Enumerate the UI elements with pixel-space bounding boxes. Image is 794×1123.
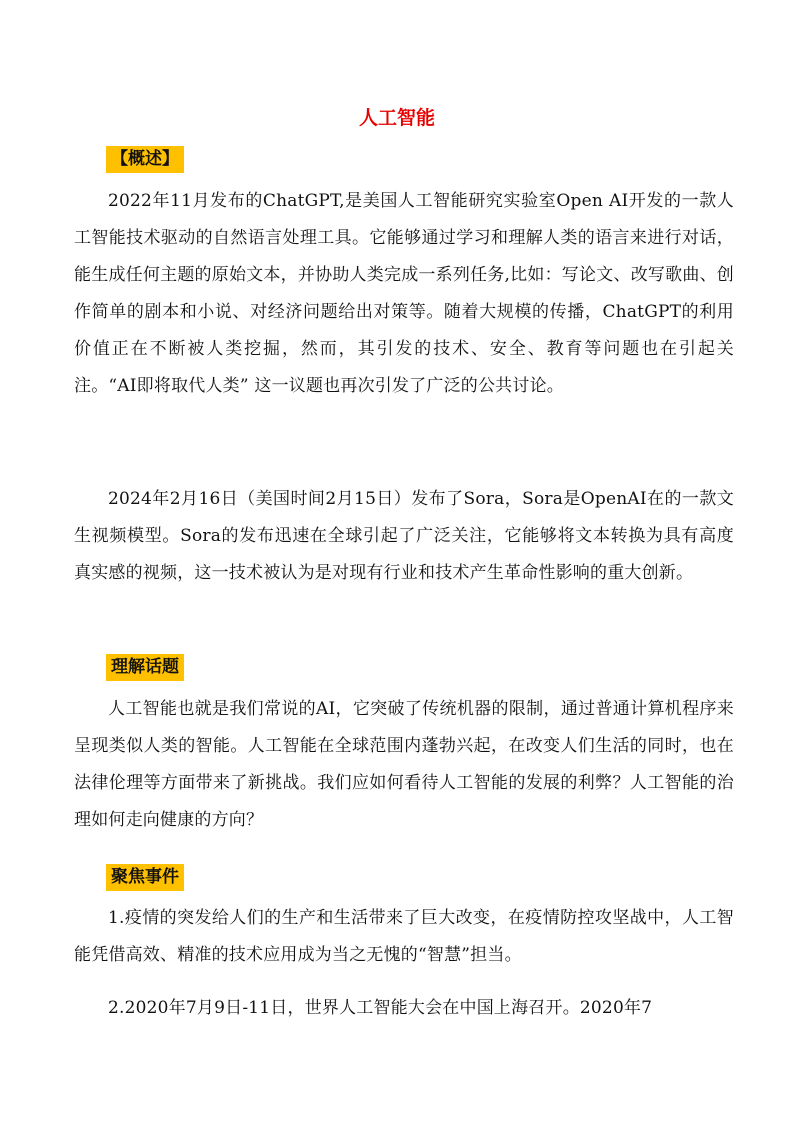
paragraph-event-2: 2.2020年7月9日-11日，世界人工智能大会在中国上海召开。2020年7 [108,998,653,1018]
paragraph-chatgpt: 2022年11月发布的ChatGPT,是美国人工智能研究实验室Open AI开发的一款人工智能技术驱动的自然语言处理工具。它能够通过学习和理解人类的语言来进行对话，能生成任何主题的原始文本，并协助人类完成一系列任务,比如：写论文、改写歌曲、创作简单的剧本和小说、对经济问题给出对策等。随着大规模的传播，ChatGPT的利用价值正在不断被人类挖掘，然而，其引发的技术、安全、教育等问题也在引起关注。“AI即将取代人类” 这一议题也再次引发了广泛的公共讨论。 [74,191,734,396]
page-title: 人工智能 [358,107,435,129]
section-heading-overview: 【概述】 [106,146,184,173]
paragraph-event-1: 1.疫情的突发给人们的生产和生活带来了巨大改变，在疫情防控攻坚战中，人工智能凭借高效、精准的技术应用成为当之无愧的“智慧”担当。 [74,908,734,965]
paragraph-sora: 2024年2月16日（美国时间2月15日）发布了Sora，Sora是OpenAI在的一款文生视频模型。Sora的发布迅速在全球引起了广泛关注，它能够将文本转换为具有高度真实感的视频，这一技术被认为是对现有行业和技术产生革命性影响的重大创新。 [74,489,734,583]
section-heading-understanding: 理解话题 [106,654,184,681]
section-heading-events: 聚焦事件 [106,864,184,891]
paragraph-understanding: 人工智能也就是我们常说的AI，它突破了传统机器的限制，通过普通计算机程序来呈现类似人类的智能。人工智能在全球范围内蓬勃兴起，在改变人们生活的同时，也在法律伦理等方面带来了新挑战。我们应如何看待人工智能的发展的利弊？人工智能的治理如何走向健康的方向？ [74,699,734,830]
